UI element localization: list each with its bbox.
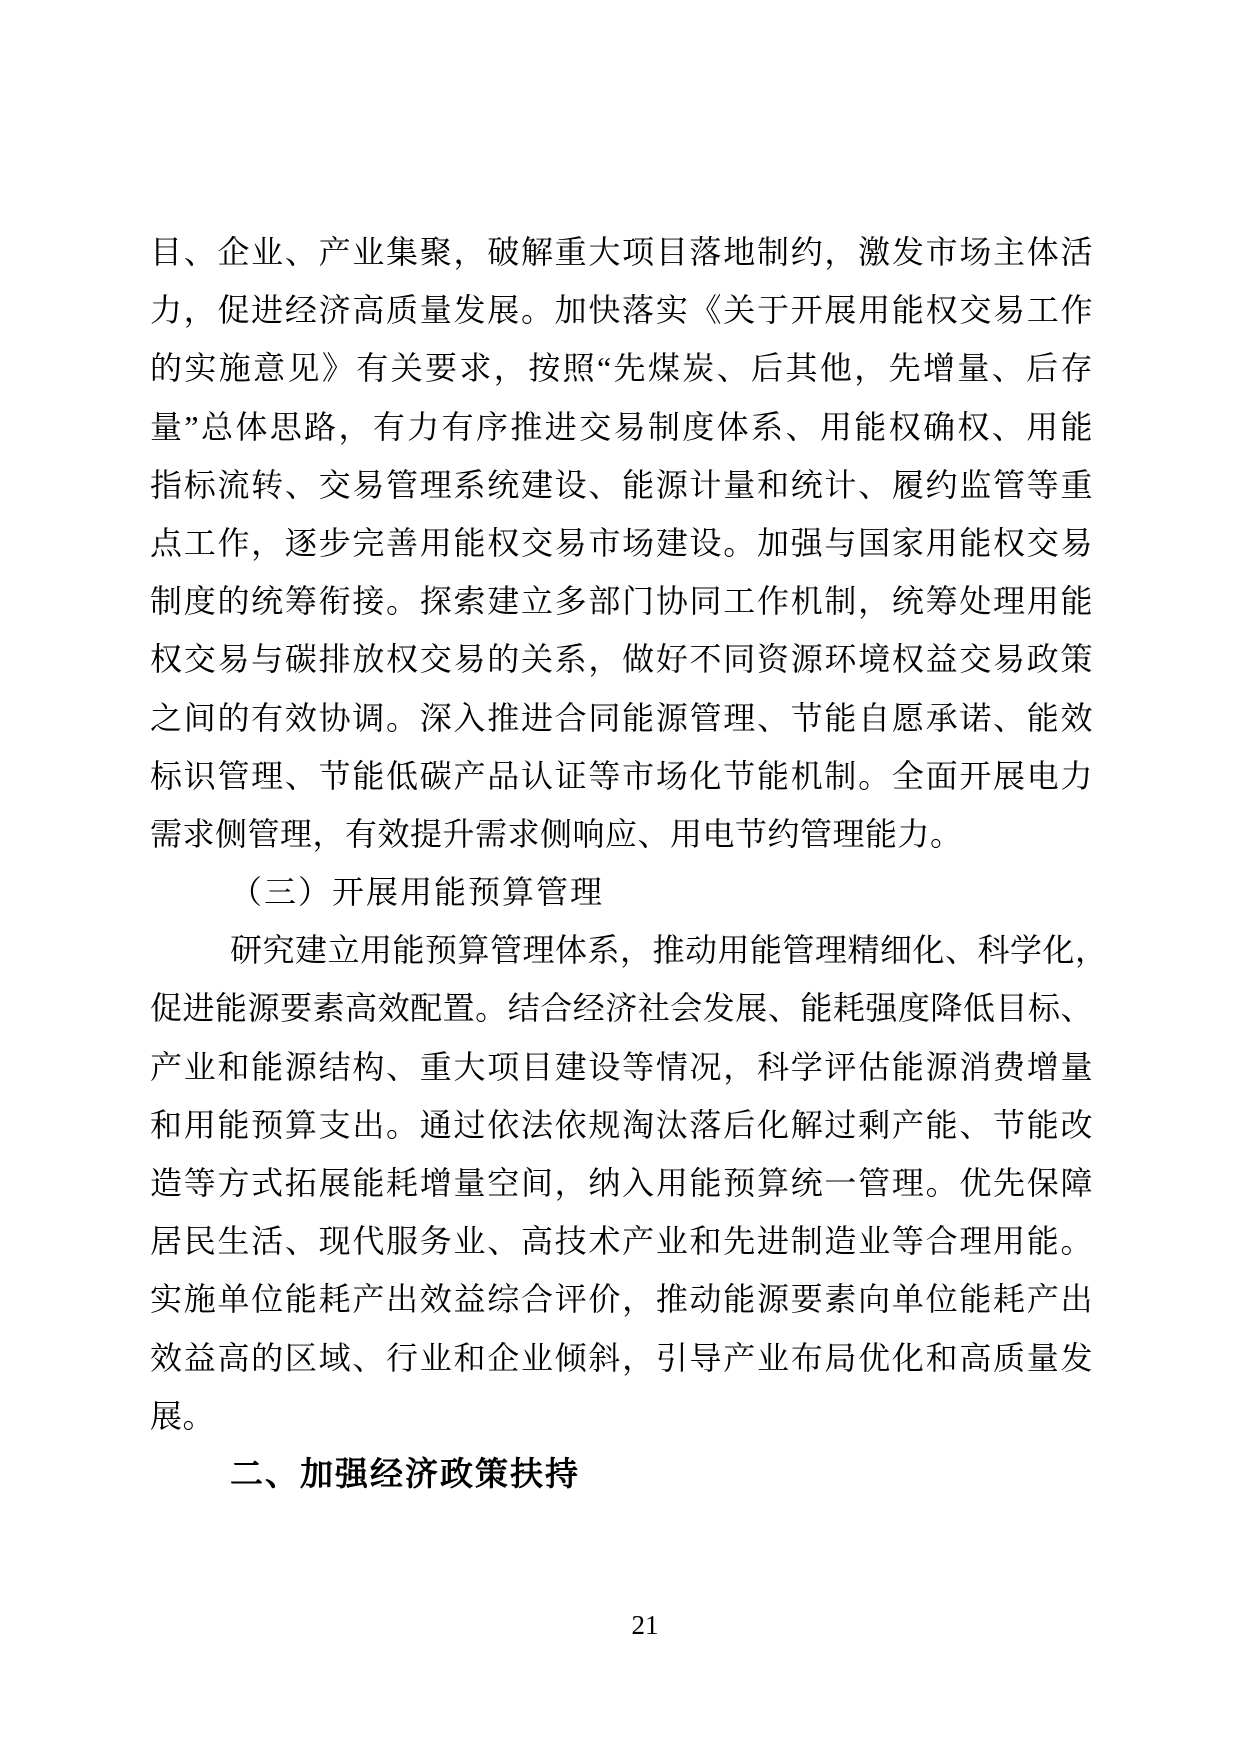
document-body: [150, 223, 1108, 1503]
body-text-line: 指标流转、交易管理系统建设、能源计量和统计、履约监管等重: [150, 466, 1093, 503]
body-text-line: 造等方式拓展能耗增量空间，纳入用能预算统一管理。优先保障: [150, 1165, 1093, 1201]
subsection-heading: （三）开展用能预算管理: [230, 874, 605, 911]
body-text-line: 目、企业、产业集聚，破解重大项目落地制约，激发市场主体活: [150, 234, 1093, 270]
body-text-line: 研究建立用能预算管理体系，推动用能管理精细化、科学化，: [230, 932, 1108, 969]
body-text-line: 展。: [150, 1397, 216, 1434]
body-text-line: 效益高的区域、行业和企业倾斜，引导产业布局优化和高质量发: [150, 1339, 1093, 1376]
body-text-line: 和用能预算支出。通过依法依规淘汰落后化解过剩产能、节能改: [150, 1106, 1093, 1143]
body-text-line: 制度的统筹衔接。探索建立多部门协同工作机制，统筹处理用能: [150, 583, 1093, 620]
body-text-line: 点工作，逐步完善用能权交易市场建设。加强与国家用能权交易: [150, 524, 1093, 561]
body-text-line: 促进能源要素高效配置。结合经济社会发展、能耗强度降低目标、: [150, 990, 1093, 1027]
body-text-line: 力，促进经济高质量发展。加快落实《关于开展用能权交易工作: [150, 292, 1093, 329]
section-heading: 二、加强经济政策扶持: [230, 1454, 580, 1492]
body-text-line: 的实施意见》有关要求，按照“先煤炭、后其他，先增量、后存: [150, 350, 1093, 387]
body-text-line: 实施单位能耗产出效益综合评价，推动能源要素向单位能耗产出: [150, 1281, 1093, 1318]
body-text-line: 权交易与碳排放权交易的关系，做好不同资源环境权益交易政策: [150, 641, 1093, 678]
body-text-line: 居民生活、现代服务业、高技术产业和先进制造业等合理用能。: [150, 1223, 1093, 1260]
body-text-line: 产业和能源结构、重大项目建设等情况，科学评估能源消费增量: [150, 1048, 1093, 1085]
body-text-line: 量”总体思路，有力有序推进交易制度体系、用能权确权、用能: [150, 408, 1093, 445]
body-text-line: 需求侧管理，有效提升需求侧响应、用电节约管理能力。: [150, 815, 963, 852]
body-text-line: 标识管理、节能低碳产品认证等市场化节能机制。全面开展电力: [150, 757, 1093, 794]
page-number: 21: [631, 1610, 659, 1640]
body-text-line: 之间的有效协调。深入推进合同能源管理、节能自愿承诺、能效: [150, 699, 1093, 736]
